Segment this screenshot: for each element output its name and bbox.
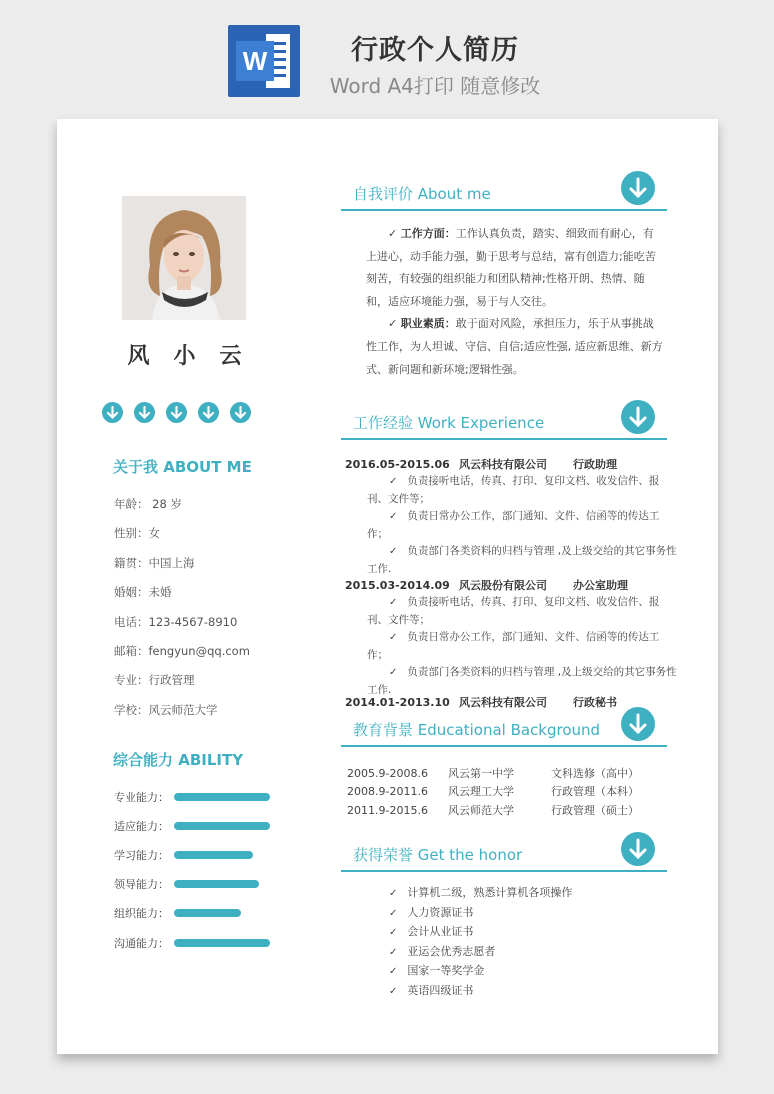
profile-name: 风小云: [127, 344, 266, 369]
education-header: [341, 711, 667, 747]
honor-item: ✓ 计算机二级，熟悉计算机各项操作: [389, 883, 572, 903]
arrow-down-circle-icon: [102, 402, 123, 423]
honor-item: ✓ 英语四级证书: [389, 981, 572, 1001]
arrow-down-circle-icon: [621, 707, 655, 741]
about-heading: 关于我 ABOUT ME: [113, 458, 252, 476]
ability-row: [114, 782, 270, 811]
job-duty: ✓ 负责接听电话，传真、打印、复印文档、收发信件、报刊、文件等；: [367, 594, 677, 629]
decorative-icons: [102, 402, 251, 423]
education-table: [347, 765, 639, 820]
about-item: 婚姻：未婚: [114, 585, 172, 600]
job-duty: ✓ 负责接听电话，传真、打印、复印文档、收发信件、报刊、文件等；: [367, 473, 677, 508]
banner-title: 行政个人简历: [351, 35, 519, 66]
job-title: 办公室助理: [573, 579, 628, 592]
edu-period: 2008.9-2011.6: [347, 785, 428, 799]
profile-photo: [122, 196, 246, 320]
ability-label: 学习能力：: [114, 848, 169, 862]
self-eval-header: [341, 175, 667, 211]
job-period: 2015.03-2014.09: [345, 579, 450, 592]
education-row: [347, 802, 639, 820]
job-period: 2016.05-2015.06: [345, 458, 450, 471]
self-eval-text: [366, 223, 663, 381]
job-duty: ✓ 负责日常办公工作，部门通知、文件、信函等的传达工作；: [367, 629, 677, 664]
edu-major: 文科选修（高中）: [551, 767, 639, 780]
ability-heading: 综合能力 ABILITY: [113, 751, 244, 769]
about-item: 电话：123-4567-8910: [114, 614, 238, 629]
about-list: [114, 490, 250, 725]
job-duty: ✓ 负责日常办公工作，部门通知、文件、信函等的传达工作；: [367, 508, 677, 543]
edu-school: 风云师范大学: [448, 803, 514, 817]
check-icon: ✓: [388, 317, 401, 331]
education-row: [347, 783, 639, 801]
ability-bar: [174, 793, 270, 801]
ability-bar: [174, 880, 259, 888]
job-company: 风云股份有限公司: [459, 579, 547, 592]
edu-period: 2011.9-2015.6: [347, 803, 428, 817]
about-item: 籍贯：中国上海: [114, 555, 195, 570]
ability-list: [114, 782, 270, 957]
ability-bar: [174, 909, 241, 917]
job-entry: [345, 456, 677, 579]
about-item: 学校：风云师范大学: [114, 702, 218, 717]
resume-page: [57, 119, 718, 1054]
job-company: 风云科技有限公司: [459, 696, 547, 709]
about-item: 邮箱：fengyun@qq.com: [114, 643, 250, 658]
arrow-down-circle-icon: [166, 402, 187, 423]
self-eval-label-work: 工作方面：: [400, 227, 456, 240]
arrow-down-circle-icon: [621, 400, 655, 434]
honor-item: ✓ 人力资源证书: [389, 903, 572, 923]
word-icon: [228, 25, 300, 97]
about-item: 年龄： 28 岁: [114, 497, 182, 511]
self-eval-label-quality: 职业素质：: [400, 317, 456, 331]
job-duty: ✓ 负责部门各类资料的归档与管理 ,及上级交给的其它事务性工作.: [367, 664, 677, 699]
honor-heading: 获得荣誉 Get the honor: [353, 846, 523, 864]
job-company: 风云科技有限公司: [459, 458, 547, 471]
ability-row: [114, 899, 270, 928]
about-item: 专业：行政管理: [114, 673, 195, 688]
education-row: [347, 765, 639, 783]
word-logo-letter: W: [236, 41, 274, 81]
honor-item: ✓ 亚运会优秀志愿者: [389, 942, 572, 962]
arrow-down-circle-icon: [198, 402, 219, 423]
edu-period: 2005.9-2008.6: [347, 767, 428, 780]
ability-label: 沟通能力：: [114, 936, 169, 950]
ability-label: 适应能力：: [114, 819, 169, 833]
self-eval-work: 工作认真负责，踏实、细致而有耐心，有上进心，动手能力强，勤于思考与总结，富有创造力;能吃苦刻苦，有较强的组织能力和团队精神;性格开朗、热情、随和，适应环境能力强，易于与人交往。: [366, 227, 656, 308]
arrow-down-circle-icon: [230, 402, 251, 423]
self-eval-heading: 自我评价 About me: [353, 185, 491, 203]
ability-bar: [174, 822, 270, 830]
honor-list: [389, 883, 572, 1001]
edu-major: 行政管理（本科）: [551, 785, 639, 799]
job-duty: ✓ 负责部门各类资料的归档与管理 ,及上级交给的其它事务性工作.: [367, 543, 677, 578]
ability-label: 领导能力：: [114, 878, 169, 892]
edu-major: 行政管理（硕士）: [551, 803, 639, 817]
edu-school: 风云理工大学: [448, 785, 514, 799]
ability-row: [114, 840, 270, 869]
arrow-down-circle-icon: [621, 171, 655, 205]
self-eval-quality: 敢于面对风险，承担压力，乐于从事挑战性工作，为人坦诚、守信、自信;适应性强, 适应新思维、新方式、新问题和新环境;逻辑性强。: [366, 317, 663, 376]
about-item: 性别：女: [114, 526, 160, 541]
job-period: 2014.01-2013.10: [345, 696, 450, 709]
job-title: 行政秘书: [573, 696, 617, 709]
job-entry: [345, 577, 677, 700]
edu-school: 风云第一中学: [448, 767, 514, 780]
ability-label: 专业能力：: [114, 790, 169, 804]
ability-label: 组织能力：: [114, 907, 169, 921]
experience-header: [341, 404, 667, 440]
ability-row: [114, 811, 270, 840]
banner-subtitle: Word A4打印 随意修改: [329, 74, 541, 98]
job-title: 行政助理: [573, 458, 617, 471]
ability-bar: [174, 939, 270, 947]
honor-item: ✓ 会计从业证书: [389, 922, 572, 942]
ability-bar: [174, 851, 253, 859]
honor-item: ✓ 国家一等奖学金: [389, 961, 572, 981]
experience-heading: 工作经验 Work Experience: [353, 414, 545, 432]
ability-row: [114, 870, 270, 899]
arrow-down-circle-icon: [621, 832, 655, 866]
ability-row: [114, 928, 270, 957]
education-heading: 教育背景 Educational Background: [353, 721, 601, 739]
honor-header: [341, 836, 667, 872]
check-icon: ✓: [388, 227, 401, 240]
arrow-down-circle-icon: [134, 402, 155, 423]
